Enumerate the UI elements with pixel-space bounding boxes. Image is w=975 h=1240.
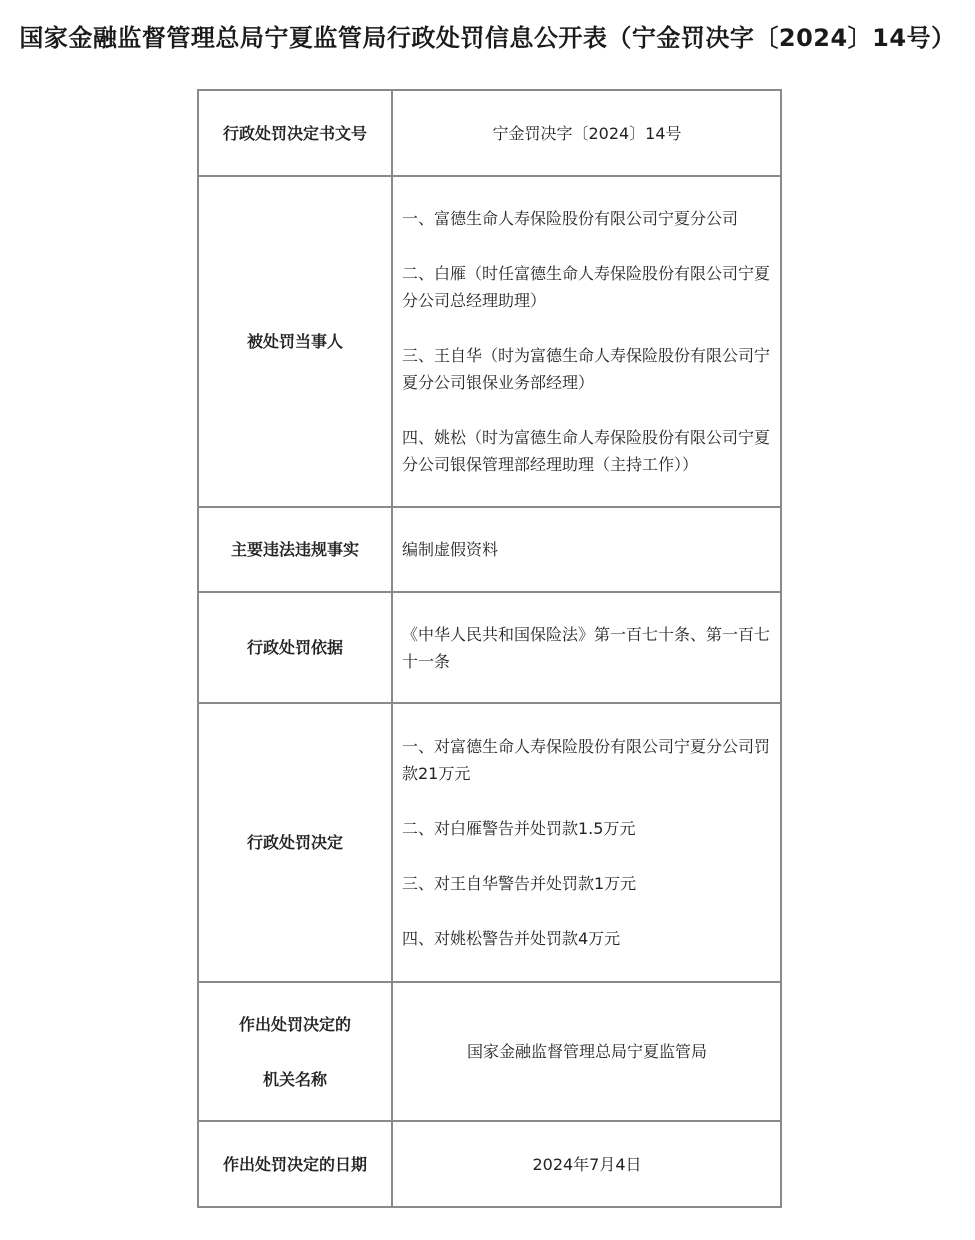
table-row-parties [198, 176, 781, 507]
decision-item: 四、对姚松警告并处罚款4万元 [402, 929, 621, 948]
party-item: 二、白雁（时任富德生命人寿保险股份有限公司宁夏分公司总经理助理） [402, 264, 771, 310]
label-facts: 主要违法违规事实 [198, 507, 392, 592]
value-doc-number: 宁金罚决字〔2024〕14号 [392, 90, 781, 176]
value-decision [392, 703, 781, 982]
label-basis: 行政处罚依据 [198, 592, 392, 703]
table-row-facts [198, 507, 781, 592]
label-doc-number: 行政处罚决定书文号 [198, 90, 392, 176]
party-item: 三、王自华（时为富德生命人寿保险股份有限公司宁夏分公司银保业务部经理） [402, 346, 771, 392]
label-authority [198, 982, 392, 1121]
value-parties [392, 176, 781, 507]
decision-item: 一、对富德生命人寿保险股份有限公司宁夏分公司罚款21万元 [402, 737, 771, 783]
table-row-decision [198, 703, 781, 982]
page-title: 国家金融监督管理总局宁夏监管局行政处罚信息公开表（宁金罚决字〔2024〕14号） [19, 24, 956, 52]
value-authority: 国家金融监督管理总局宁夏监管局 [392, 982, 781, 1121]
table-row-doc-number [198, 90, 781, 176]
decision-item: 二、对白雁警告并处罚款1.5万元 [402, 819, 636, 838]
value-basis: 《中华人民共和国保险法》第一百七十条、第一百七十一条 [392, 592, 781, 703]
label-authority-line1: 作出处罚决定的 [238, 1014, 351, 1034]
party-item: 一、富德生命人寿保险股份有限公司宁夏分公司 [402, 209, 739, 228]
label-decision: 行政处罚决定 [198, 703, 392, 982]
table-row-authority [198, 982, 781, 1121]
value-date: 2024年7月4日 [392, 1121, 781, 1207]
label-parties: 被处罚当事人 [198, 176, 392, 507]
value-facts: 编制虚假资料 [392, 507, 781, 592]
table-row-date [198, 1121, 781, 1207]
label-authority-line2: 机关名称 [262, 1069, 327, 1089]
decision-item: 三、对王自华警告并处罚款1万元 [402, 874, 637, 893]
label-date: 作出处罚决定的日期 [198, 1121, 392, 1207]
table-row-basis [198, 592, 781, 703]
party-item: 四、姚松（时为富德生命人寿保险股份有限公司宁夏分公司银保管理部经理助理（主持工作）） [402, 428, 771, 474]
penalty-info-table [197, 89, 782, 1208]
